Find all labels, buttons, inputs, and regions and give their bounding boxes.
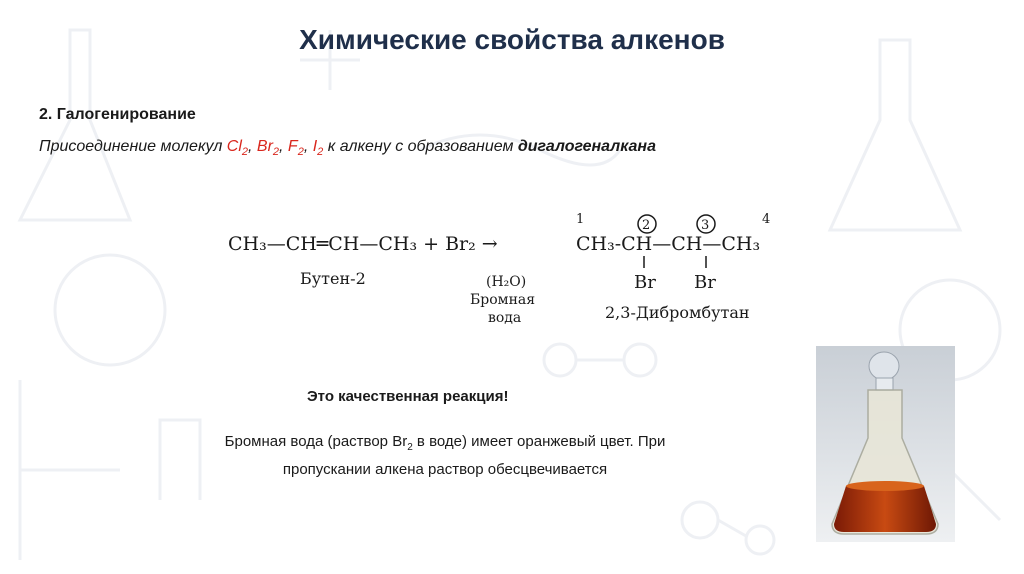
carbon-number-3: 3 — [701, 218, 710, 233]
carbon-number-4: 4 — [762, 212, 771, 227]
formula-i2: $I_2$ — [312, 138, 324, 159]
qualitative-reaction-note: Это качественная реакция! — [307, 388, 509, 405]
slide-title: Химические свойства алкенов — [299, 24, 725, 55]
formula-f2: $F_2$ — [287, 138, 304, 159]
separator: , — [248, 138, 257, 155]
separator: , — [279, 138, 288, 155]
description-prefix: Присоединение молекул — [39, 138, 227, 155]
description-middle: к алкену с образованием — [323, 138, 518, 155]
reactant-formula: CH₃—CH═CH—CH₃ + Br₂ → — [228, 233, 498, 255]
reaction-equation — [220, 208, 820, 334]
product-formula: CH₃-CH—CH—CH₃ — [576, 233, 761, 255]
reagent-name-line1: Бромная — [470, 292, 536, 308]
formula-cl2: $Cl_2$ — [226, 138, 249, 159]
bromine-water-flask-photo — [816, 346, 955, 542]
reaction-condition: (H₂O) — [486, 274, 527, 290]
description-product: дигалогеналкана — [517, 138, 656, 155]
reactant-name: Бутен-2 — [300, 269, 366, 288]
explanation-text: Бромная вода (раствор $Br_2$ в воде) имеет оранжевый цвет. При пропускании алкена раствор обесцвечивается — [224, 433, 666, 478]
substituent-br-right: Br — [694, 272, 716, 293]
description-line — [39, 138, 656, 158]
section-heading: 2. Галогенирование — [39, 106, 196, 123]
reagent-name-line2: вода — [488, 310, 522, 326]
carbon-number-1: 1 — [576, 212, 585, 227]
product-name: 2,3-Дибромбутан — [605, 303, 750, 322]
carbon-number-2: 2 — [642, 218, 651, 233]
substituent-br-left: Br — [634, 272, 656, 293]
separator: , — [303, 138, 313, 155]
formula-br2: $Br_2$ — [256, 138, 280, 159]
